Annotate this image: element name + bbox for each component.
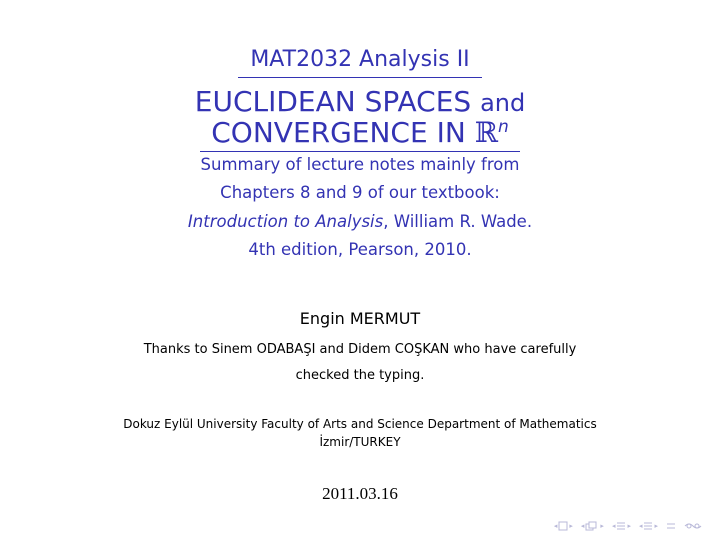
subsection-nav-group: [581, 521, 604, 531]
slide-title-line-2-main: CONVERGENCE IN: [211, 116, 466, 149]
course-title-underline: [238, 77, 482, 78]
course-title: MAT2032 Analysis II: [250, 47, 470, 72]
prev-frame-arrow-icon[interactable]: ◂: [553, 522, 558, 530]
slide-title-underline: [200, 151, 520, 152]
beamer-navigation-bar: [548, 519, 702, 533]
search-icon[interactable]: [684, 521, 702, 531]
next-frame-arrow-icon[interactable]: ▸: [569, 522, 573, 530]
next-section-arrow-icon[interactable]: ▸: [627, 522, 631, 530]
subsection-icon[interactable]: [585, 521, 599, 531]
section-icon[interactable]: [616, 521, 626, 531]
appendix-nav-group: [666, 521, 676, 531]
subtitle-line-4: 4th edition, Pearson, 2010.: [248, 240, 472, 259]
slide-title-line-1: [0, 86, 720, 119]
subtitle-line-2: Chapters 8 and 9 of our textbook:: [220, 183, 500, 202]
prev-subsection-arrow-icon[interactable]: ◂: [580, 522, 585, 530]
textbook-title: Introduction to Analysis: [187, 212, 384, 231]
section-nav-group: [612, 521, 631, 531]
slide-title-line-2: [0, 117, 720, 149]
frame-icon[interactable]: [558, 521, 568, 531]
next-part-arrow-icon[interactable]: ▸: [654, 522, 658, 530]
institute-line-1: Dokuz Eylül University Faculty of Arts and Science Department of Mathematics: [123, 417, 597, 431]
prev-section-arrow-icon[interactable]: ◂: [611, 522, 616, 530]
search-nav-group: [684, 521, 702, 531]
real-numbers-symbol: ℝ: [474, 116, 498, 149]
acknowledgement-line-2: checked the typing.: [295, 368, 425, 383]
part-nav-group: [639, 521, 658, 531]
appendix-icon[interactable]: [666, 521, 676, 531]
next-subsection-arrow-icon[interactable]: ▸: [600, 522, 604, 530]
slide-title-line-1-and: and: [480, 89, 526, 117]
textbook-author: , William R. Wade.: [383, 212, 533, 231]
author-name: Engin MERMUT: [299, 309, 421, 328]
part-icon[interactable]: [643, 521, 653, 531]
presentation-date: 2011.03.16: [322, 484, 398, 503]
subtitle-line-1: Summary of lecture notes mainly from: [200, 155, 520, 174]
institute-line-2: İzmir/TURKEY: [319, 435, 401, 449]
prev-part-arrow-icon[interactable]: ◂: [638, 522, 643, 530]
frame-nav-group: [554, 521, 573, 531]
slide-title-line-1-main: EUCLIDEAN SPACES: [194, 85, 472, 118]
dimension-exponent: n: [497, 117, 509, 137]
acknowledgement-line-1: Thanks to Sinem ODABAŞI and Didem COŞKAN who have carefully: [143, 342, 577, 357]
subtitle-line-3: [0, 211, 720, 233]
